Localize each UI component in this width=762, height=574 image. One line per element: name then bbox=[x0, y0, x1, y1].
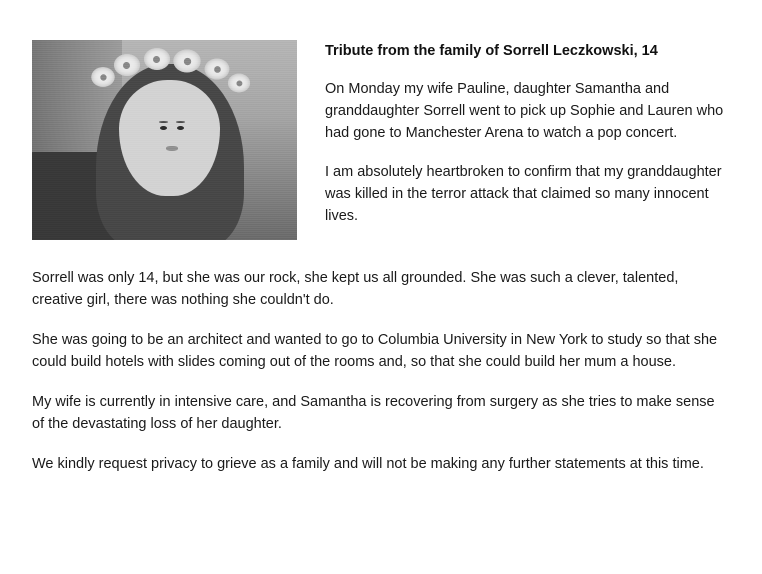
body-section bbox=[32, 267, 730, 475]
top-section bbox=[32, 40, 730, 240]
page-title: Tribute from the family of Sorrell Leczkowski, 14 bbox=[325, 43, 658, 59]
body-paragraph: Sorrell was only 14, but she was our rock, she kept us all grounded. She was such a clever, talented, creative girl, there was nothing she couldn't do. bbox=[32, 270, 679, 309]
intro-paragraph: I am absolutely heartbroken to confirm that my granddaughter was killed in the terror attack that claimed so many innocent lives. bbox=[325, 163, 722, 224]
headline-column bbox=[325, 40, 730, 227]
body-paragraph: She was going to be an architect and wanted to go to Columbia University in New York to study so that she could build hotels with slides coming out of the rooms and, so that she could build her mum a house. bbox=[32, 332, 718, 371]
body-paragraph: We kindly request privacy to grieve as a family and will not be making any further statements at this time. bbox=[32, 456, 704, 473]
body-paragraph: My wife is currently in intensive care, and Samantha is recovering from surgery as she tries to make sense of the devastating loss of her daughter. bbox=[32, 394, 715, 433]
portrait-photo bbox=[32, 40, 297, 240]
intro-paragraph: On Monday my wife Pauline, daughter Samantha and granddaughter Sorrell went to pick up Sophie and Lauren who had gone to Manchester Arena to watch a pop concert. bbox=[325, 80, 724, 141]
photo-grain-overlay bbox=[32, 40, 297, 240]
